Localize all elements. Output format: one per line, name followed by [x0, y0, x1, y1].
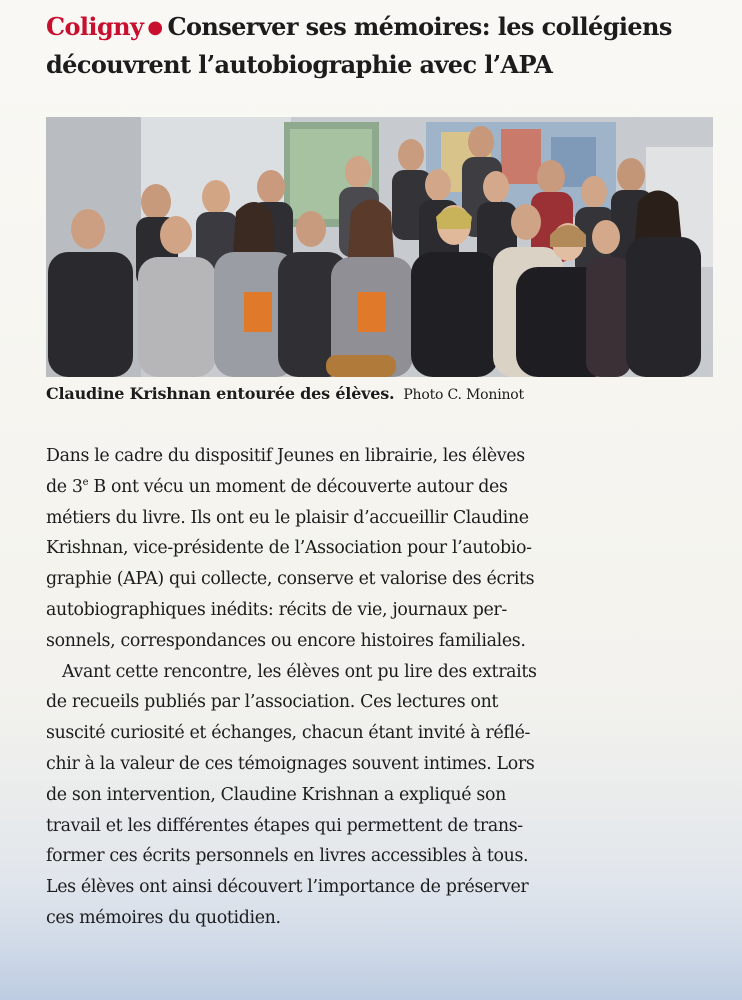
article-line: sonnels, correspondances ou encore histoires familiales. [46, 630, 526, 651]
article-body [46, 441, 718, 934]
article-line: chir à la valeur de ces témoignages souvent intimes. Lors [46, 753, 535, 774]
caption-text: Claudine Krishnan entourée des élèves. [46, 384, 395, 403]
class-superscript: e [82, 477, 89, 488]
article-line: former ces écrits personnels en livres accessibles à tous. [46, 846, 529, 867]
article-line: Les élèves ont ainsi découvert l’importance de préserver [46, 877, 529, 898]
headline-kicker: Coligny [46, 12, 144, 41]
headline [46, 8, 726, 83]
article-line: de son intervention, Claudine Krishnan a expliqué son [46, 784, 506, 805]
article-line: ces mémoires du quotidien. [46, 907, 281, 928]
article-line: Avant cette rencontre, les élèves ont pu lire des extraits [62, 661, 537, 682]
photo-caption [46, 384, 726, 403]
article-line: de recueils publiés par l’association. Ces lectures ont [46, 692, 499, 713]
article-line [46, 472, 718, 503]
group-photo [46, 117, 713, 377]
group-photo-illustration [46, 117, 713, 377]
photo-credit: Photo C. Moninot [403, 387, 524, 403]
article-line: autobiographiques inédits: récits de vie, journaux per- [46, 599, 507, 620]
article-line: suscité curiosité et échanges, chacun étant invité à réflé- [46, 723, 531, 744]
headline-title-line1: Conserver ses mémoires: les collégiens [167, 12, 672, 41]
kicker-bullet: ● [147, 17, 163, 38]
article-line: Dans le cadre du dispositif Jeunes en librairie, les élèves [46, 446, 525, 466]
article-line: métiers du livre. Ils ont eu le plaisir d’accueillir Claudine [46, 507, 529, 528]
headline-title-line2: découvrent l’autobiographie avec l’APA [46, 50, 553, 79]
class-number: de 3 [46, 476, 83, 497]
article-line: travail et les différentes étapes qui permettent de trans- [46, 815, 523, 836]
article-line: graphie (APA) qui collecte, conserve et valorise des écrits [46, 569, 535, 590]
article-line: Krishnan, vice-présidente de l’Association pour l’autobio- [46, 538, 532, 559]
article-line-rest: B ont vécu un moment de découverte autour des [88, 476, 508, 497]
